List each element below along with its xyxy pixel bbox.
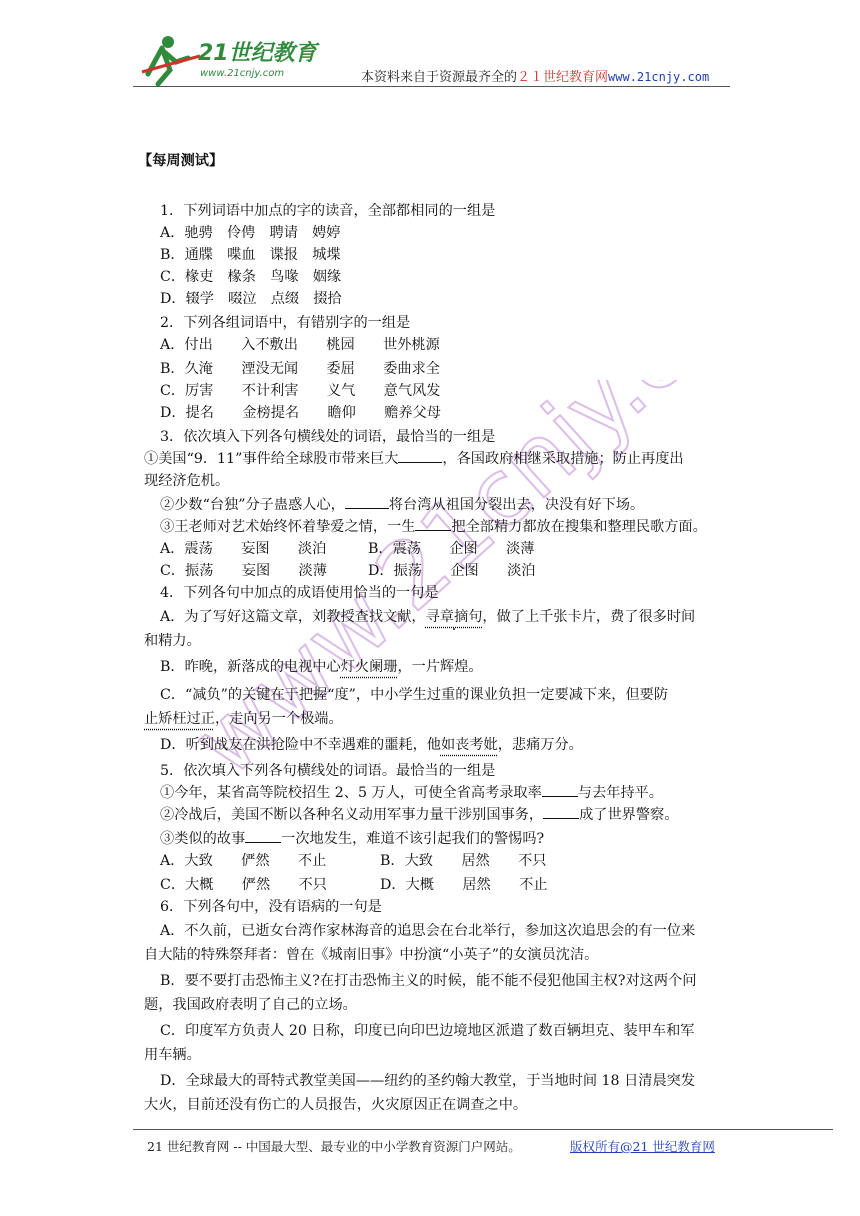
q4-option-c-cont <box>144 708 343 728</box>
q3-option-a: A．震荡 妄图 淡泊 <box>160 541 327 557</box>
q4-b-part-1: B．昨晚，新落成的电视中心 <box>160 659 341 675</box>
q1-option-b: B．通牒 喋血 谍报 城堞 <box>160 247 341 263</box>
logo-url: www.21cnjy.com <box>200 68 285 79</box>
q1-stem: 1．下列词语中加点的字的读音，全部都相同的一组是 <box>160 203 496 219</box>
header-divider <box>133 86 730 87</box>
q4-a-idiom: 寻章摘句 <box>425 609 483 625</box>
q3-option-d: D．振荡 企图 淡泊 <box>368 563 536 579</box>
q5-option-b: B．大致 居然 不只 <box>380 853 547 869</box>
q6-option-d-cont: 大火，目前还没有伤亡的人员报告，火灾原因正在调查之中。 <box>144 1097 528 1113</box>
q3-option-b: B．震荡 企图 淡薄 <box>368 541 535 557</box>
q6-option-b: B．要不要打击恐怖主义?在打击恐怖主义的时候，能不能不侵犯他国主权?对这两个问 <box>160 973 697 989</box>
footer-divider <box>133 1129 833 1130</box>
q5-sentence-1 <box>160 782 663 802</box>
q5-option-a: A．大致 俨然 不止 <box>160 853 327 869</box>
tagline-prefix: 本资料来自于资源最齐全的 <box>361 70 518 85</box>
q4-d-idiom: 如丧考妣 <box>440 737 498 753</box>
q3-s2-part-a: ②少数“台独”分子蛊惑人心， <box>160 497 345 513</box>
q2-option-a: A．付出 入不敷出 桃园 世外桃源 <box>160 337 440 353</box>
q4-option-a-cont: 和精力。 <box>144 633 201 649</box>
q4-b-part-2: ，一片辉煌。 <box>397 659 483 675</box>
q5-s2-part-b: 成了世界警察。 <box>579 807 679 823</box>
q6-option-d: D．全球最大的哥特式教堂美国——纽约的圣约翰大教堂，于当地时间 18 日清晨突发 <box>160 1073 696 1089</box>
q2-option-c: C．厉害 不计利害 义气 意气风发 <box>160 383 441 399</box>
q6-option-c-cont: 用车辆。 <box>144 1047 201 1063</box>
tagline-site: ２１世纪教育网 <box>517 70 609 85</box>
q5-option-d: D．大概 居然 不止 <box>380 877 548 893</box>
q3-s2-part-b: 将台湾从祖国分裂出去，决没有好下场。 <box>388 497 645 513</box>
header-tagline <box>361 66 709 85</box>
q1-option-d: D．辍学 啜泣 点缀 掇拾 <box>160 291 342 307</box>
q6-stem: 6．下列各句中，没有语病的一句是 <box>160 899 382 915</box>
q5-s1-part-a: ①今年，某省高等院校招生 2、5 万人，可使全省高考录取率 <box>160 785 542 801</box>
blank <box>245 829 281 843</box>
q5-s1-part-b: 与去年持平。 <box>577 785 663 801</box>
blank <box>542 783 578 797</box>
q4-stem: 4．下列各句中加点的成语使用恰当的一句是 <box>160 585 439 601</box>
q4-option-b <box>160 656 483 676</box>
q3-sentence-1-cont: 现经济危机。 <box>144 473 230 489</box>
blank <box>398 449 442 463</box>
q6-option-b-cont: 题，我国政府表明了自己的立场。 <box>144 997 357 1013</box>
watermark-text: www.21cnjy.com <box>190 380 710 797</box>
q5-sentence-3 <box>160 828 544 848</box>
q1-option-c: C．椽吏 椽条 鸟喙 姻缘 <box>160 269 342 285</box>
q5-s3-part-a: ③类似的故事 <box>160 831 246 847</box>
q4-d-part-2: ，悲痛万分。 <box>497 737 583 753</box>
q2-option-d: D．提名 金榜提名 瞻仰 赡养父母 <box>160 405 441 421</box>
q3-option-c: C．振荡 妄图 淡薄 <box>160 563 327 579</box>
q2-stem: 2．下列各组词语中，有错别字的一组是 <box>160 315 411 331</box>
q5-sentence-2 <box>160 804 678 824</box>
q4-option-a <box>160 606 695 626</box>
q3-s1-part-b: ，各国政府相继采取措施；防止再度出 <box>442 451 684 467</box>
q3-sentence-1 <box>144 448 684 468</box>
blank <box>345 495 389 509</box>
q4-b-idiom: 灯火阑珊 <box>340 659 398 675</box>
q3-sentence-3 <box>160 516 707 536</box>
q5-s2-part-a: ②冷战后，美国不断以各种名义动用军事力量干涉别国事务， <box>160 807 544 823</box>
site-logo <box>140 28 350 88</box>
q3-stem: 3．依次填入下列各句横线处的词语，最恰当的一组是 <box>160 429 496 445</box>
q3-sentence-2 <box>160 494 644 514</box>
blank <box>543 805 579 819</box>
footer-text: 21 世纪教育网 -- 中国最大型、最专业的中小学教育资源门户网站。 <box>147 1139 521 1154</box>
q3-s1-part-a: ①美国“9．11”事件给全球股市带来巨大 <box>144 451 399 467</box>
q4-a-part-1: A．为了写好这篇文章，刘教授查找文献， <box>160 609 426 625</box>
q6-option-a-cont: 自大陆的特殊祭拜者：曾在《城南旧事》中扮演“小英子”的女演员沈洁。 <box>144 947 599 963</box>
logo-graphic <box>140 28 350 88</box>
q5-s3-part-b: 一次地发生，难道不该引起我们的警惕吗? <box>281 831 545 847</box>
blank <box>415 517 451 531</box>
footer-copyright-link[interactable]: 版权所有@21 世纪教育网 <box>570 1139 715 1154</box>
q6-option-a: A．不久前，已逝女台湾作家林海音的追思会在台北举行，参加这次追思会的有一位来 <box>160 923 696 939</box>
q4-option-c: C．“减负”的关键在于把握“度”，中小学生过重的课业负担一定要减下来，但要防 <box>160 687 669 703</box>
q4-d-part-1: D．听到战友在洪抢险中不幸遇难的噩耗，他 <box>160 737 441 753</box>
q6-option-c: C．印度军方负责人 20 日称，印度已向印巴边境地区派遣了数百辆坦克、装甲车和军 <box>160 1023 695 1039</box>
q4-option-d <box>160 734 583 754</box>
q5-option-c: C．大概 俨然 不只 <box>160 877 327 893</box>
tagline-url-link[interactable]: www.21cnjy.com <box>608 70 710 84</box>
section-title: 【每周测试】 <box>138 153 224 169</box>
q5-stem: 5．依次填入下列各句横线处的词语。最恰当的一组是 <box>160 763 496 779</box>
logo-text: 21世纪教育 <box>198 41 317 66</box>
q4-c-part-2: ，走向另一个极端。 <box>214 711 343 727</box>
q3-s3-part-b: 把全部精力都放在搜集和整理民歌方面。 <box>451 519 707 535</box>
q2-option-b: B．久淹 湮没无闻 委屈 委曲求全 <box>160 361 440 377</box>
q4-c-idiom: 止矫枉过正 <box>144 711 215 727</box>
q4-a-part-2: ，做了上千张卡片，费了很多时间 <box>482 609 696 625</box>
q1-option-a: A．驰骋 伶俜 聘请 娉婷 <box>160 225 341 241</box>
q3-s3-part-a: ③王老师对艺术始终怀着挚爱之情，一生 <box>160 519 416 535</box>
